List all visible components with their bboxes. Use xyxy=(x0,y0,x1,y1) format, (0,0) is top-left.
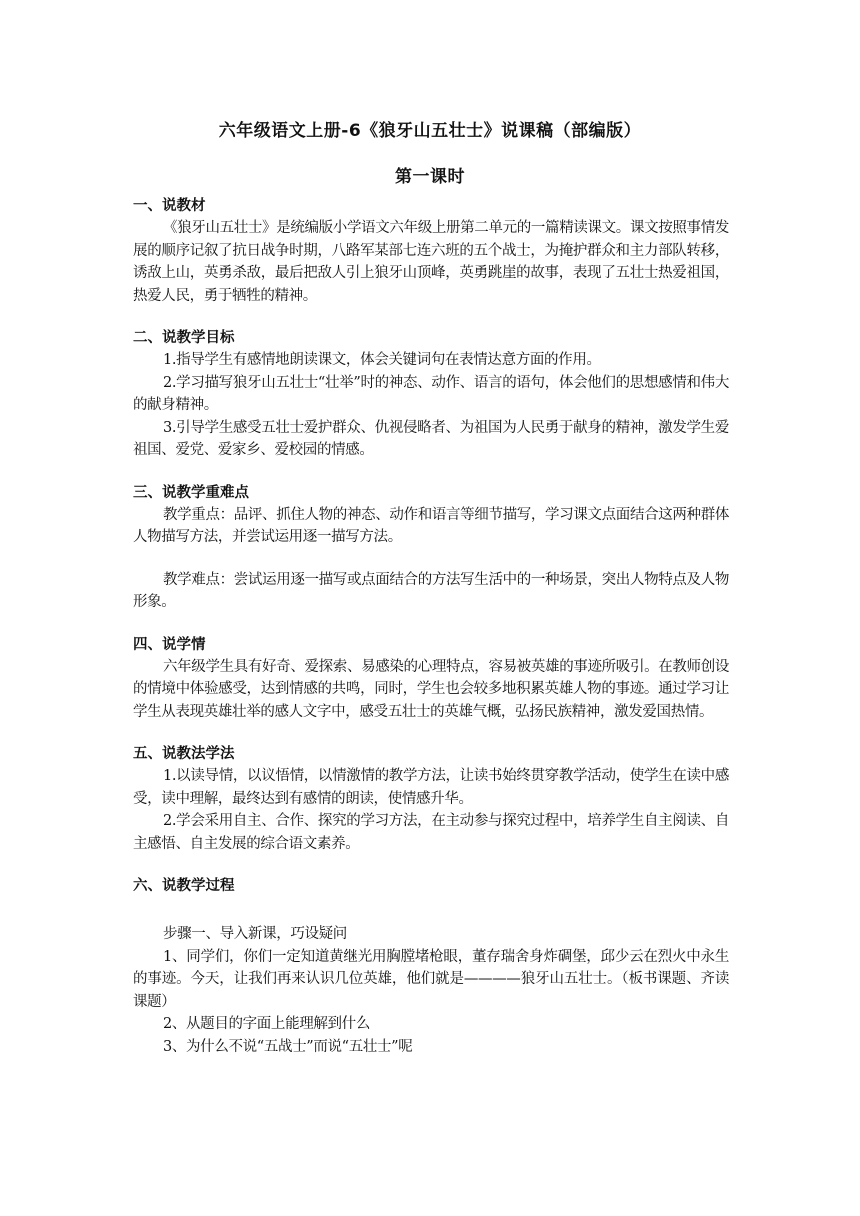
paragraph: 步骤一、导入新课，巧设疑问 xyxy=(163,926,347,942)
document-title: 六年级语文上册-6《狼牙山五壮士》说课稿（部编版） xyxy=(218,121,642,141)
paragraph: 《狼牙山五壮士》是统编版小学语文六年级上册第二单元的一篇精读课文。课文按照事情发展的顺序记叙了抗日战争时期，八路军某部七连六班的五个战士，为掩护群众和主力部队转移，诱敌上山，英勇杀敌，最后把敌人引上狼牙山顶峰，英勇跳崖的故事，表现了五壮士热爱祖国，热爱人民，勇于牺牲的精神。 xyxy=(133,220,729,304)
paragraph: 1.以读导情，以议悟情，以情激情的教学方法，让读书始终贯穿教学活动，使学生在读中感受，读中理解，最终达到有感情的朗读，使情感升华。 xyxy=(133,768,729,807)
section-teaching-material xyxy=(133,196,729,307)
paragraph: 3、为什么不说“五战士”而说“五壮士”呢 xyxy=(163,1038,413,1055)
section-heading: 三、说教学重难点 xyxy=(133,484,249,501)
section-heading: 六、说教学过程 xyxy=(133,878,235,894)
section-heading: 一、说教材 xyxy=(133,198,206,214)
section-teaching-process xyxy=(133,876,729,1058)
paragraph: 教学难点：尝试运用逐一描写或点面结合的方法写生活中的一种场景，突出人物特点及人物形象。 xyxy=(133,571,729,610)
paragraph: 2.学会采用自主、合作、探究的学习方法，在主动参与探究过程中，培养学生自主阅读、自主感悟、自主发展的综合语文素养。 xyxy=(133,813,729,852)
paragraph: 3.引导学生感受五壮士爱护群众、仇视侵略者、为祖国为人民勇于献身的精神，激发学生爱祖国、爱党、爱家乡、爱校园的情感。 xyxy=(133,419,729,458)
paragraph: 六年级学生具有好奇、爱探索、易感染的心理特点，容易被英雄的事迹所吸引。在教师创设的情境中体验感受，达到情感的共鸣，同时，学生也会较多地积累英雄人物的事迹。通过学习让学生从表现英雄壮举的感人文字中，感受五壮士的英雄气概，弘扬民族精神，激发爱国热情。 xyxy=(133,658,729,720)
section-teaching-methods xyxy=(133,744,729,855)
paragraph: 教学重点：品评、抓住人物的神态、动作和语言等细节描写，学习课文点面结合这两种群体人物描写方法，并尝试运用逐一描写方法。 xyxy=(133,506,729,545)
paragraph: 2.学习描写狼牙山五壮士“壮举”时的神态、动作、语言的语句，体会他们的思想感情和伟大的献身精神。 xyxy=(133,374,729,413)
section-key-points xyxy=(133,483,729,614)
document-body xyxy=(133,196,729,1058)
paragraph: 1.指导学生有感情地朗读课文，体会关键词句在表情达意方面的作用。 xyxy=(163,352,601,368)
section-teaching-goals xyxy=(133,328,729,462)
section-student-analysis xyxy=(133,635,729,724)
lesson-subtitle: 第一课时 xyxy=(395,167,465,187)
paragraph: 1、同学们，你们一定知道黄继光用胸膛堵枪眼，董存瑞舍身炸碉堡，邱少云在烈火中永生的事迹。今天，让我们再来认识几位英雄，他们就是————狼牙山五壮士。（板书课题、齐读课题） xyxy=(133,948,729,1010)
section-heading: 二、说教学目标 xyxy=(133,330,235,346)
section-heading: 五、说教法学法 xyxy=(133,746,235,762)
section-heading: 四、说学情 xyxy=(133,636,206,653)
paragraph: 2、从题目的字面上能理解到什么 xyxy=(163,1016,370,1032)
